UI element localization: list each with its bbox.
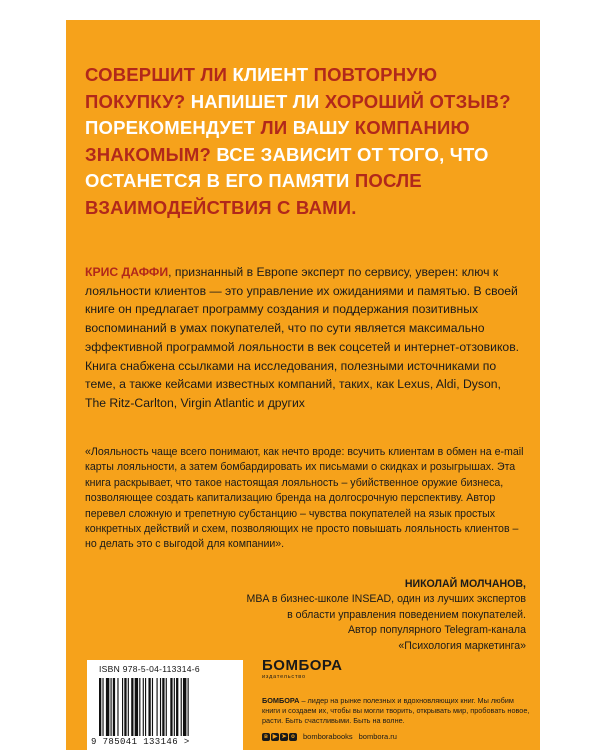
publisher-website: bombora.ru [358,732,397,741]
author-name: КРИС ДАФФИ [85,265,169,279]
headline-segment: ВСЕ ЗАВИСИТ ОТ ТОГО, [216,143,450,165]
reviewer-credential-2: в области управления поведением покупателей. [287,608,526,621]
headline-segment: КОМПАНИЮ ЗНАКОМЫМ? [85,117,470,165]
barcode-icon [97,678,233,736]
reviewer-credential-4: «Психология маркетинга» [398,639,526,652]
headline-segment: КЛИЕНТ [232,64,314,85]
review-quote: «Лояльность чаще всего понимают, как нечто вроде: всучить клиентам в обмен на e-mail карты лояльности, а затем бомбардировать их письмами о скидках и розыгрышах. Эта книга раскрывает, что такое настоящая лояльность – убийственное оружие бизнеса, позволяющее создать капитализацию бренда на долгосрочную перспективу. Автор перевел сложную и трепетную субстанцию – чувства покупателей на язык простых конкретных действий и схем, позволяющих не просто повышать лояльность клиентов – но делать это с выгодой для компании». [85,446,524,551]
publisher-subtitle: издательство [262,674,306,680]
intro-paragraph [85,263,525,413]
quote-signature [166,577,526,654]
social-icons [262,733,297,741]
headline-segment: ВАШУ [292,117,355,138]
vk-icon: в [262,733,270,741]
headline-segment: ЧТО ОСТАНЕТСЯ В ЕГО ПАМЯТИ [85,143,489,191]
social-handle: bomborabooks [303,732,353,741]
publisher-social [262,732,397,741]
barcode-panel [87,660,243,754]
publisher-brand: БОМБОРА [262,696,300,705]
headline-segment: ХОРОШИЙ ОТЗЫВ? [324,90,511,112]
headline-segment: ЛИ [260,117,293,138]
telegram-icon: ➤ [281,733,287,740]
headline-segment: ПОСЛЕ ВЗАИМОДЕЙСТВИЯ С ВАМИ. [85,170,422,218]
reviewer-name: НИКОЛАЙ МОЛЧАНОВ, [404,578,526,590]
headline-segment: СОВЕРШИТ ЛИ [85,64,233,85]
odnoklassniki-icon: о [289,733,297,741]
headline-segment: ПОРЕКОМЕНДУЕТ [85,117,261,138]
reviewer-credential-1: MBA в бизнес-школе INSEAD, один из лучших экспертов [246,593,526,606]
reviewer-credential-3: Автор популярного Telegram-канала [347,624,526,637]
publisher-description-text: – лидер на рынке полезных и вдохновляющих книг. Мы любим книги и создаем их, чтобы вы могли творить, открывать мир, пробовать новое, расти. Быть счастливыми. Быть на волне. [262,696,530,725]
publisher-logo [262,658,342,680]
publisher-description [262,696,532,726]
barcode-digits: 9 785041 133146 > [91,737,190,747]
intro-text: , признанный в Европе эксперт по сервису, уверен: ключ к лояльности клиентов — это управление их ожиданиями и памятью. В своей книге он предлагает программу создания и поддержания позитивных воспоминаний в умах покупателей, что по сути является максимально эффективной программой лояльности в век соцсетей и интернет-отзовиков. Книга снабжена ссылками на исследования, полезными источниками по теме, а также кейсами известных компаний, таких, как Lexus, Aldi, Dyson, The Ritz-Carlton, Virgin Atlantic и других [85,265,520,410]
headline [85,62,525,221]
headline-segment: НАПИШЕТ ЛИ [190,90,325,112]
publisher-name: БОМБОРА [262,657,343,674]
youtube-icon: ▶ [272,733,278,740]
isbn-text: ISBN 978-5-04-113314-6 [99,664,200,674]
headline-segment: ПОВТОРНУЮ ПОКУПКУ? [85,64,438,112]
book-back-cover [66,20,540,750]
